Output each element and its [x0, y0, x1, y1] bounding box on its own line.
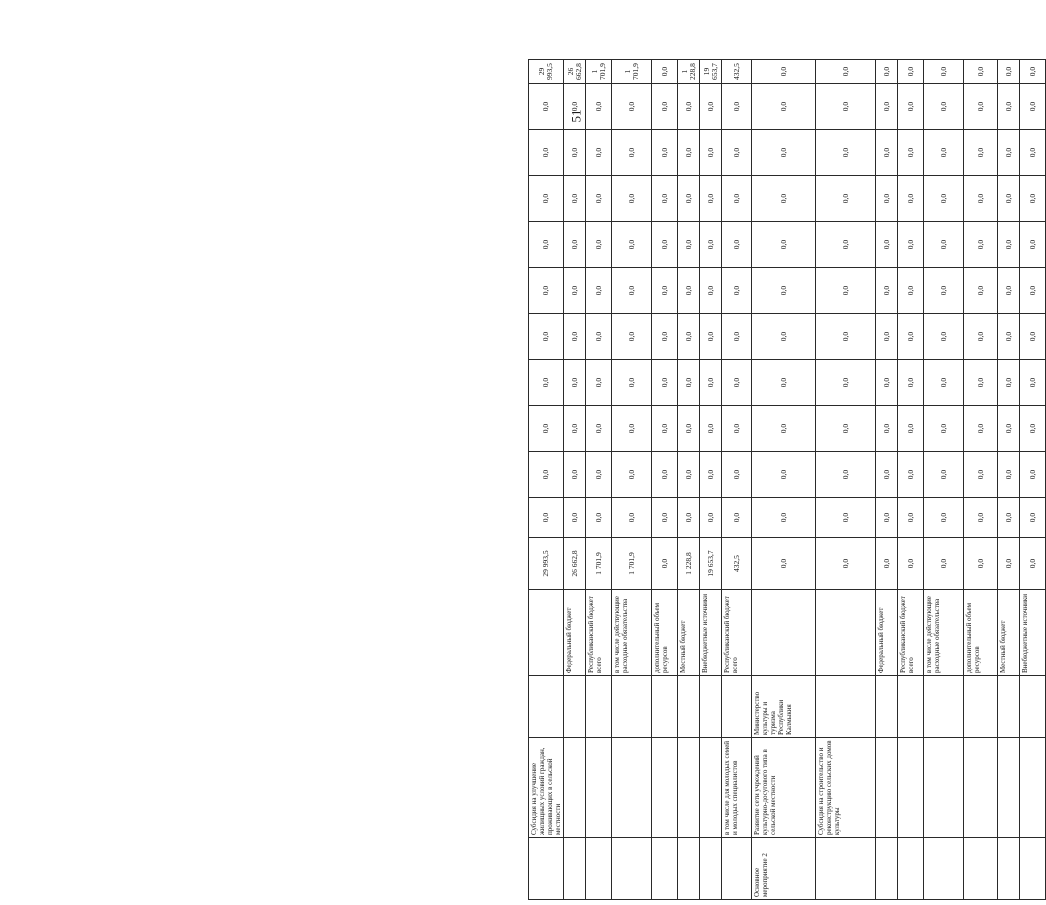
value-cell: 0,0 — [586, 498, 612, 538]
source-cell: в том числе действующие расходные обязательства — [612, 590, 652, 676]
executor-cell — [998, 676, 1020, 738]
value-cell: 0,0 — [964, 222, 998, 268]
value-cell: 0,0 — [898, 222, 924, 268]
event-cell — [964, 838, 998, 900]
value-cell: 0,0 — [876, 360, 898, 406]
value-cell: 0,0 — [964, 360, 998, 406]
title-cell — [1020, 738, 1046, 838]
value-cell: 0,0 — [752, 452, 816, 498]
value-cell: 0,0 — [924, 360, 964, 406]
value-cell: 0,0 — [998, 60, 1020, 84]
value-cell: 0,0 — [924, 268, 964, 314]
event-cell — [722, 838, 752, 900]
value-cell: 0,0 — [752, 176, 816, 222]
value-cell: 0,0 — [678, 130, 700, 176]
value-cell: 0,0 — [876, 60, 898, 84]
value-cell: 0,0 — [898, 406, 924, 452]
value-cell: 0,0 — [1020, 60, 1046, 84]
value-cell: 0,0 — [1020, 406, 1046, 452]
value-cell: 0,0 — [586, 314, 612, 360]
value-cell: 0,0 — [898, 498, 924, 538]
event-cell — [898, 838, 924, 900]
value-cell: 0,0 — [529, 84, 564, 130]
value-cell: 0,0 — [564, 268, 586, 314]
event-cell — [1020, 838, 1046, 900]
value-cell: 0,0 — [898, 452, 924, 498]
value-cell: 0,0 — [998, 406, 1020, 452]
value-cell: 0,0 — [529, 452, 564, 498]
value-cell: 0,0 — [612, 406, 652, 452]
source-cell: дополнительный объем ресурсов — [964, 590, 998, 676]
value-cell: 0,0 — [1020, 452, 1046, 498]
table-row — [700, 60, 722, 900]
value-cell: 0,0 — [1020, 538, 1046, 590]
event-cell: Основное мероприятие 2 — [752, 838, 816, 900]
source-cell — [816, 590, 876, 676]
value-cell: 0,0 — [678, 314, 700, 360]
value-cell: 0,0 — [998, 130, 1020, 176]
value-cell: 0,0 — [1020, 268, 1046, 314]
executor-cell — [564, 676, 586, 738]
value-cell: 0,0 — [529, 130, 564, 176]
value-cell: 0,0 — [586, 84, 612, 130]
value-cell: 0,0 — [1020, 314, 1046, 360]
value-cell: 0,0 — [898, 176, 924, 222]
value-cell: 0,0 — [564, 314, 586, 360]
value-cell: 1 701,9 — [586, 60, 612, 84]
event-cell — [529, 838, 564, 900]
title-cell: Субсидия на строительство и реконструкцию сельских домов культуры — [816, 738, 876, 838]
value-cell: 0,0 — [612, 268, 652, 314]
value-cell: 0,0 — [652, 222, 678, 268]
value-cell: 0,0 — [612, 130, 652, 176]
value-cell: 0,0 — [752, 130, 816, 176]
value-cell: 0,0 — [816, 84, 876, 130]
table-row — [652, 60, 678, 900]
value-cell: 0,0 — [816, 268, 876, 314]
value-cell: 0,0 — [898, 314, 924, 360]
table-row — [964, 60, 998, 900]
source-cell: Местный бюджет — [678, 590, 700, 676]
value-cell: 0,0 — [898, 130, 924, 176]
source-cell: Республиканский бюджет всего — [898, 590, 924, 676]
value-cell: 0,0 — [816, 130, 876, 176]
value-cell: 0,0 — [678, 84, 700, 130]
executor-cell: Министерство культуры и туризма Республики Калмыкия — [752, 676, 816, 738]
value-cell: 0,0 — [722, 222, 752, 268]
executor-cell — [964, 676, 998, 738]
value-cell: 0,0 — [752, 84, 816, 130]
value-cell: 0,0 — [876, 130, 898, 176]
value-cell: 0,0 — [529, 176, 564, 222]
value-cell: 0,0 — [964, 268, 998, 314]
value-cell: 0,0 — [564, 360, 586, 406]
value-cell: 0,0 — [998, 452, 1020, 498]
value-cell: 0,0 — [529, 360, 564, 406]
value-cell: 0,0 — [586, 222, 612, 268]
value-cell: 0,0 — [924, 60, 964, 84]
value-cell: 0,0 — [722, 452, 752, 498]
value-cell: 0,0 — [998, 498, 1020, 538]
value-cell: 0,0 — [752, 222, 816, 268]
value-cell: 0,0 — [722, 498, 752, 538]
value-cell: 0,0 — [816, 176, 876, 222]
source-cell: Внебюджетные источники — [700, 590, 722, 676]
value-cell: 0,0 — [924, 314, 964, 360]
page-number: 51 — [568, 109, 584, 123]
value-cell: 0,0 — [924, 222, 964, 268]
value-cell: 0,0 — [678, 498, 700, 538]
value-cell: 0,0 — [964, 176, 998, 222]
value-cell: 0,0 — [998, 84, 1020, 130]
executor-cell — [722, 676, 752, 738]
value-cell: 0,0 — [816, 314, 876, 360]
executor-cell — [652, 676, 678, 738]
value-cell: 0,0 — [722, 360, 752, 406]
value-cell: 0,0 — [652, 268, 678, 314]
value-cell: 0,0 — [964, 314, 998, 360]
value-cell: 0,0 — [924, 176, 964, 222]
value-cell: 0,0 — [652, 314, 678, 360]
title-cell — [924, 738, 964, 838]
source-cell — [752, 590, 816, 676]
value-cell: 0,0 — [678, 452, 700, 498]
source-cell: дополнительный объем ресурсов — [652, 590, 678, 676]
value-cell: 0,0 — [1020, 84, 1046, 130]
value-cell: 1 228,8 — [678, 538, 700, 590]
value-cell: 0,0 — [876, 406, 898, 452]
value-cell: 0,0 — [652, 130, 678, 176]
value-cell: 0,0 — [876, 84, 898, 130]
value-cell: 0,0 — [752, 60, 816, 84]
value-cell: 26 662,8 — [564, 538, 586, 590]
value-cell: 0,0 — [652, 84, 678, 130]
value-cell: 0,0 — [564, 176, 586, 222]
event-cell — [586, 838, 612, 900]
value-cell: 26 662,8 — [564, 60, 586, 84]
value-cell: 0,0 — [678, 176, 700, 222]
value-cell: 0,0 — [678, 268, 700, 314]
value-cell: 1 701,9 — [612, 60, 652, 84]
value-cell: 19 653,7 — [700, 60, 722, 84]
value-cell: 0,0 — [964, 452, 998, 498]
value-cell: 0,0 — [924, 452, 964, 498]
value-cell: 0,0 — [652, 176, 678, 222]
value-cell: 0,0 — [898, 60, 924, 84]
source-cell: Внебюджетные источники — [1020, 590, 1046, 676]
value-cell: 0,0 — [898, 268, 924, 314]
value-cell: 0,0 — [816, 406, 876, 452]
table-row — [529, 60, 564, 900]
value-cell: 0,0 — [964, 538, 998, 590]
value-cell: 0,0 — [529, 498, 564, 538]
value-cell: 0,0 — [816, 538, 876, 590]
title-cell — [898, 738, 924, 838]
executor-cell — [612, 676, 652, 738]
value-cell: 0,0 — [652, 360, 678, 406]
value-cell: 0,0 — [529, 268, 564, 314]
table-row — [752, 60, 816, 900]
value-cell: 0,0 — [876, 222, 898, 268]
event-cell — [700, 838, 722, 900]
value-cell: 0,0 — [998, 222, 1020, 268]
title-cell — [564, 738, 586, 838]
value-cell: 0,0 — [876, 498, 898, 538]
event-cell — [876, 838, 898, 900]
value-cell: 0,0 — [876, 452, 898, 498]
value-cell: 0,0 — [652, 406, 678, 452]
value-cell: 0,0 — [964, 498, 998, 538]
source-cell: в том числе действующие расходные обязательства — [924, 590, 964, 676]
value-cell: 0,0 — [564, 452, 586, 498]
value-cell: 0,0 — [700, 498, 722, 538]
value-cell: 0,0 — [964, 406, 998, 452]
title-cell — [964, 738, 998, 838]
value-cell: 0,0 — [586, 176, 612, 222]
value-cell: 0,0 — [612, 452, 652, 498]
source-cell: Республиканский бюджет всего — [586, 590, 612, 676]
value-cell: 0,0 — [964, 84, 998, 130]
value-cell: 0,0 — [722, 314, 752, 360]
value-cell: 0,0 — [964, 60, 998, 84]
title-cell — [876, 738, 898, 838]
value-cell: 0,0 — [876, 538, 898, 590]
value-cell: 0,0 — [816, 60, 876, 84]
table-row — [816, 60, 876, 900]
value-cell: 0,0 — [652, 452, 678, 498]
table-row — [564, 60, 586, 900]
executor-cell — [586, 676, 612, 738]
value-cell: 0,0 — [752, 538, 816, 590]
source-cell: Федеральный бюджет — [564, 590, 586, 676]
event-cell — [652, 838, 678, 900]
value-cell: 0,0 — [924, 406, 964, 452]
value-cell: 0,0 — [564, 130, 586, 176]
title-cell — [586, 738, 612, 838]
value-cell: 0,0 — [998, 176, 1020, 222]
value-cell: 0,0 — [1020, 222, 1046, 268]
value-cell: 0,0 — [586, 130, 612, 176]
executor-cell — [700, 676, 722, 738]
value-cell: 19 653,7 — [700, 538, 722, 590]
value-cell: 0,0 — [876, 268, 898, 314]
value-cell: 0,0 — [816, 498, 876, 538]
value-cell: 0,0 — [700, 222, 722, 268]
table-row — [586, 60, 612, 900]
value-cell: 0,0 — [722, 406, 752, 452]
value-cell: 0,0 — [924, 130, 964, 176]
value-cell: 0,0 — [564, 84, 586, 130]
table-row — [678, 60, 700, 900]
value-cell: 0,0 — [586, 452, 612, 498]
source-cell: Республиканский бюджет всего — [722, 590, 752, 676]
value-cell: 0,0 — [998, 360, 1020, 406]
value-cell: 0,0 — [652, 498, 678, 538]
value-cell: 432,5 — [722, 60, 752, 84]
title-cell: в том числе для молодых семей и молодых специалистов — [722, 738, 752, 838]
value-cell: 0,0 — [816, 360, 876, 406]
value-cell: 0,0 — [612, 84, 652, 130]
value-cell: 0,0 — [876, 176, 898, 222]
value-cell: 0,0 — [998, 314, 1020, 360]
executor-cell — [876, 676, 898, 738]
executor-cell — [529, 676, 564, 738]
value-cell: 0,0 — [529, 314, 564, 360]
value-cell: 0,0 — [898, 360, 924, 406]
value-cell: 0,0 — [898, 538, 924, 590]
value-cell: 0,0 — [816, 222, 876, 268]
event-cell — [678, 838, 700, 900]
value-cell: 0,0 — [1020, 130, 1046, 176]
table-row — [924, 60, 964, 900]
value-cell: 1 701,9 — [612, 538, 652, 590]
title-cell: Субсидия на улучшение жилищных условий граждан, проживающих в сельской местности — [529, 738, 564, 838]
table-row — [998, 60, 1020, 900]
event-cell — [564, 838, 586, 900]
value-cell: 0,0 — [752, 268, 816, 314]
value-cell: 0,0 — [586, 406, 612, 452]
value-cell: 0,0 — [700, 84, 722, 130]
value-cell: 0,0 — [612, 314, 652, 360]
value-cell: 0,0 — [722, 268, 752, 314]
title-cell — [998, 738, 1020, 838]
value-cell: 0,0 — [700, 130, 722, 176]
value-cell: 1 701,9 — [586, 538, 612, 590]
event-cell — [612, 838, 652, 900]
value-cell: 0,0 — [898, 84, 924, 130]
value-cell: 0,0 — [564, 222, 586, 268]
source-cell — [529, 590, 564, 676]
executor-cell — [816, 676, 876, 738]
value-cell: 0,0 — [652, 538, 678, 590]
value-cell: 0,0 — [752, 498, 816, 538]
value-cell: 0,0 — [1020, 360, 1046, 406]
value-cell: 0,0 — [678, 360, 700, 406]
value-cell: 0,0 — [722, 176, 752, 222]
value-cell: 0,0 — [700, 268, 722, 314]
value-cell: 29 993,5 — [529, 60, 564, 84]
title-cell: Развитие сети учреждений культурно-досугового типа в сельской местности — [752, 738, 816, 838]
value-cell: 0,0 — [924, 84, 964, 130]
executor-cell — [678, 676, 700, 738]
value-cell: 0,0 — [529, 222, 564, 268]
value-cell: 0,0 — [722, 84, 752, 130]
value-cell: 0,0 — [564, 498, 586, 538]
value-cell: 0,0 — [564, 406, 586, 452]
source-cell: Местный бюджет — [998, 590, 1020, 676]
value-cell: 0,0 — [586, 268, 612, 314]
value-cell: 0,0 — [678, 406, 700, 452]
value-cell: 29 993,5 — [529, 538, 564, 590]
value-cell: 0,0 — [700, 406, 722, 452]
value-cell: 0,0 — [752, 360, 816, 406]
value-cell: 0,0 — [924, 498, 964, 538]
value-cell: 0,0 — [612, 222, 652, 268]
value-cell: 0,0 — [700, 360, 722, 406]
event-cell — [816, 838, 876, 900]
value-cell: 0,0 — [876, 314, 898, 360]
table-row — [612, 60, 652, 900]
value-cell: 0,0 — [586, 360, 612, 406]
value-cell: 0,0 — [700, 176, 722, 222]
value-cell: 0,0 — [816, 452, 876, 498]
value-cell: 0,0 — [752, 406, 816, 452]
value-cell: 1 228,8 — [678, 60, 700, 84]
table-row — [876, 60, 898, 900]
value-cell: 0,0 — [924, 538, 964, 590]
value-cell: 0,0 — [612, 498, 652, 538]
value-cell: 0,0 — [1020, 176, 1046, 222]
value-cell: 0,0 — [700, 314, 722, 360]
value-cell: 0,0 — [700, 452, 722, 498]
value-cell: 0,0 — [612, 176, 652, 222]
table-row — [722, 60, 752, 900]
executor-cell — [924, 676, 964, 738]
rotated-table-wrapper — [528, 60, 1037, 900]
title-cell — [700, 738, 722, 838]
event-cell — [998, 838, 1020, 900]
value-cell: 0,0 — [678, 222, 700, 268]
value-cell: 0,0 — [722, 130, 752, 176]
value-cell: 0,0 — [652, 60, 678, 84]
executor-cell — [898, 676, 924, 738]
title-cell — [652, 738, 678, 838]
event-cell — [924, 838, 964, 900]
table-row — [1020, 60, 1046, 900]
value-cell: 0,0 — [612, 360, 652, 406]
executor-cell — [1020, 676, 1046, 738]
value-cell: 0,0 — [998, 538, 1020, 590]
value-cell: 0,0 — [752, 314, 816, 360]
value-cell: 0,0 — [964, 130, 998, 176]
value-cell: 0,0 — [529, 406, 564, 452]
source-cell: Федеральный бюджет — [876, 590, 898, 676]
value-cell: 432,5 — [722, 538, 752, 590]
title-cell — [678, 738, 700, 838]
table-row — [898, 60, 924, 900]
title-cell — [612, 738, 652, 838]
value-cell: 0,0 — [998, 268, 1020, 314]
budget-table — [528, 59, 1046, 900]
value-cell: 0,0 — [1020, 498, 1046, 538]
